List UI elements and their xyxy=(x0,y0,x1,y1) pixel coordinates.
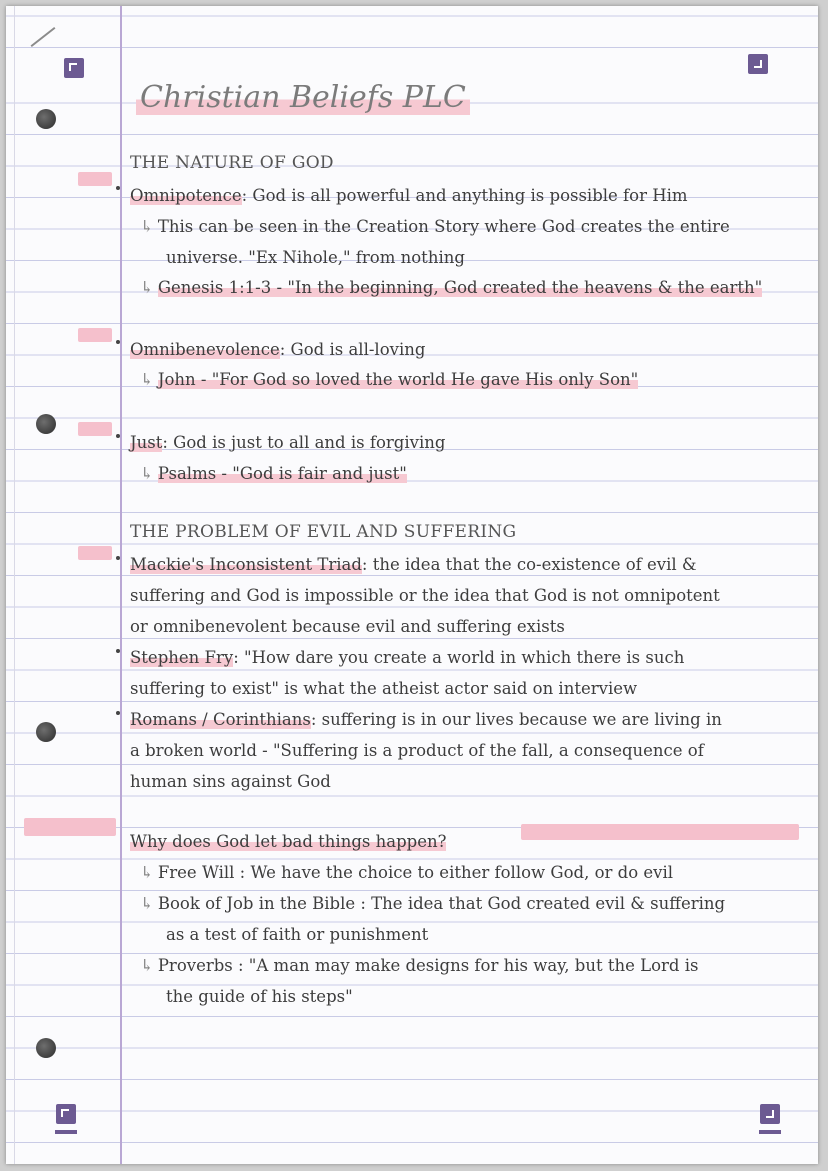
note-line: Romans / Corinthians: suffering is in our lives because we are living in xyxy=(130,710,722,729)
pencil-scratch xyxy=(31,27,56,47)
notebook-page xyxy=(6,6,818,1164)
note-line: ↳ John - "For God so loved the world He gave His only Son" xyxy=(140,370,639,389)
section-heading: THE PROBLEM OF EVIL AND SUFFERING xyxy=(130,522,517,542)
note-line: Just: God is just to all and is forgiving xyxy=(130,433,446,452)
binder-hole xyxy=(36,1038,56,1058)
highlight-tab xyxy=(78,546,112,560)
bullet-dot xyxy=(116,649,120,653)
note-line: suffering and God is impossible or the idea that God is not omnipotent xyxy=(130,586,720,605)
highlight-tab xyxy=(78,422,112,436)
note-line: Omnipotence: God is all powerful and anything is possible for Him xyxy=(130,186,688,205)
note-line: or omnibenevolent because evil and suffering exists xyxy=(130,617,565,636)
note-line: ↳ Book of Job in the Bible : The idea that God created evil & suffering xyxy=(140,894,726,913)
note-line: ↳ This can be seen in the Creation Story where God creates the entire xyxy=(140,217,730,236)
highlight-tab xyxy=(78,172,112,186)
binder-hole xyxy=(36,414,56,434)
note-line: Stephen Fry: "How dare you create a world in which there is such xyxy=(130,648,685,667)
highlight-tab xyxy=(78,328,112,342)
note-line: universe. "Ex Nihole," from nothing xyxy=(166,248,465,267)
section-heading: THE NATURE OF GOD xyxy=(130,153,334,173)
page-title: Christian Beliefs PLC xyxy=(136,76,812,120)
page-edge-line xyxy=(14,6,15,1164)
note-line: ↳ Proverbs : "A man may make designs for his way, but the Lord is xyxy=(140,956,699,975)
note-line: Omnibenevolence: God is all-loving xyxy=(130,340,426,359)
bullet-dot xyxy=(116,186,120,190)
note-line: Mackie's Inconsistent Triad: the idea that the co-existence of evil & xyxy=(130,555,697,574)
logo-bar xyxy=(759,1130,781,1134)
bullet-dot xyxy=(116,340,120,344)
note-line: ↳ Psalms - "God is fair and just" xyxy=(140,464,407,483)
note-line: a broken world - "Suffering is a product of the fall, a consequence of xyxy=(130,741,704,760)
notebook-logo-icon xyxy=(748,54,768,74)
binder-hole xyxy=(36,722,56,742)
binder-hole xyxy=(36,109,56,129)
note-line: human sins against God xyxy=(130,772,331,791)
note-line: ↳ Free Will : We have the choice to either follow God, or do evil xyxy=(140,863,674,882)
note-line: suffering to exist" is what the atheist actor said on interview xyxy=(130,679,638,698)
logo-bar xyxy=(55,1130,77,1134)
bullet-dot xyxy=(116,556,120,560)
notebook-logo-icon xyxy=(64,58,84,78)
notebook-logo-icon xyxy=(760,1104,780,1124)
question-line: Why does God let bad things happen? xyxy=(130,832,447,851)
notebook-logo-icon xyxy=(56,1104,76,1124)
highlight-tab xyxy=(24,818,116,836)
bullet-dot xyxy=(116,434,120,438)
bullet-dot xyxy=(116,711,120,715)
note-line: the guide of his steps" xyxy=(166,987,353,1006)
note-line: as a test of faith or punishment xyxy=(166,925,429,944)
margin-line xyxy=(120,6,122,1164)
note-line: ↳ Genesis 1:1-3 - "In the beginning, God created the heavens & the earth" xyxy=(140,278,763,297)
